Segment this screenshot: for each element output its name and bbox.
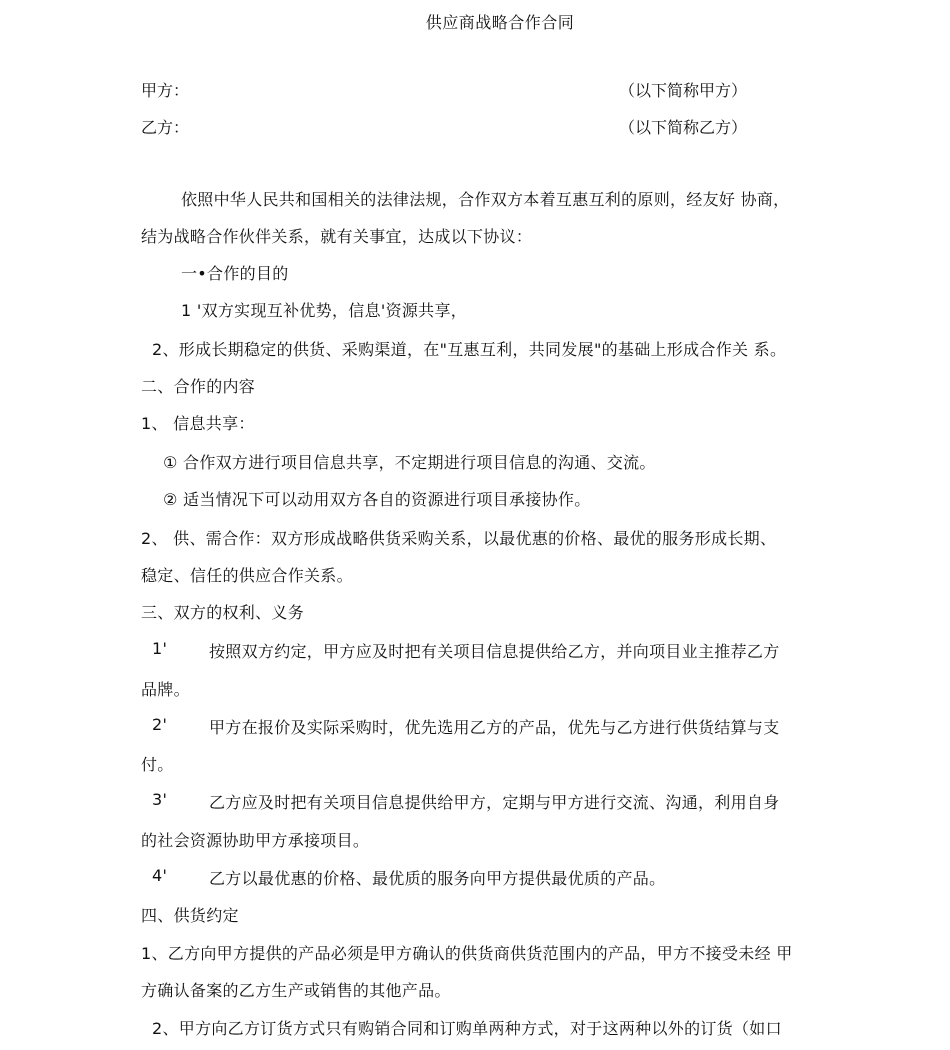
section-2-item-1-sub-1: ① 合作双方进行项目信息共享，不定期进行项目信息的沟通、交流。 <box>163 453 656 472</box>
section-3-item-2-line-2: 付。 <box>141 755 174 774</box>
section-2-item-1: 1、 信息共享： <box>141 414 255 433</box>
section-3-item-1-line-1: 按照双方约定，甲方应及时把有关项目信息提供给乙方，并向项目业主推荐乙方 <box>209 642 780 661</box>
section-1-item-1: 1 '双方实现互补优势，信息'资源共享， <box>181 301 468 320</box>
party-a-row <box>141 78 841 102</box>
section-1-item-2: 2、形成长期稳定的供货、采购渠道，在"互惠互利，共同发展"的基础上形成合作关 系。 <box>152 340 787 359</box>
section-3-item-2-number: 2' <box>152 715 168 734</box>
section-3-item-1-number: 1' <box>152 639 168 658</box>
section-2-item-2-line-2: 稳定、信任的供应合作关系。 <box>141 566 353 585</box>
intro-line-1: 依照中华人民共和国相关的法律法规，合作双方本着互惠互利的原则，经友好 协商， <box>181 190 790 209</box>
section-2-item-1-sub-2: ② 适当情况下可以动用双方各自的资源进行项目承接协作。 <box>163 490 591 509</box>
party-b-label: 乙方： <box>141 118 190 137</box>
section-4-item-1-line-1: 1、乙方向甲方提供的产品必须是甲方确认的供货商供货范围内的产品，甲方不接受未经 甲 <box>141 944 793 963</box>
party-b-abbr: （以下简称乙方） <box>619 118 748 137</box>
section-3-item-3-line-1: 乙方应及时把有关项目信息提供给甲方，定期与甲方进行交流、沟通，利用自身 <box>209 793 780 812</box>
section-2-heading: 二、合作的内容 <box>141 377 256 396</box>
section-4-item-2-line-1: 2、甲方向乙方订货方式只有购销合同和订购单两种方式，对于这两种以外的订货（如口 <box>152 1019 782 1038</box>
party-a-abbr: （以下简称甲方） <box>619 81 748 100</box>
section-4-item-1-line-2: 方确认备案的乙方生产或销售的其他产品。 <box>141 981 451 1000</box>
intro-line-2: 结为战略合作伙伴关系，就有关事宜，达成以下协议： <box>141 227 533 246</box>
section-3-item-4-number: 4' <box>152 866 168 885</box>
section-4-heading: 四、供货约定 <box>141 906 239 925</box>
section-3-item-1-line-2: 品牌。 <box>141 680 190 699</box>
party-a-label: 甲方： <box>141 81 190 100</box>
section-3-item-3-line-2: 的社会资源协助甲方承接项目。 <box>141 831 370 850</box>
section-1-heading: 一•合作的目的 <box>181 264 289 283</box>
section-3-item-3-number: 3' <box>152 790 168 809</box>
document-title: 供应商战略合作合同 <box>425 13 575 32</box>
section-3-item-2-line-1: 甲方在报价及实际采购时，优先选用乙方的产品，优先与乙方进行供货结算与支 <box>209 718 780 737</box>
section-3-item-4-line-1: 乙方以最优惠的价格、最优质的服务向甲方提供最优质的产品。 <box>209 869 666 888</box>
section-2-item-2-line-1: 2、 供、需合作：双方形成战略供货采购关系，以最优惠的价格、最优的服务形成长期、 <box>141 529 777 548</box>
section-3-heading: 三、双方的权利、义务 <box>141 603 305 622</box>
party-b-row <box>141 115 841 139</box>
